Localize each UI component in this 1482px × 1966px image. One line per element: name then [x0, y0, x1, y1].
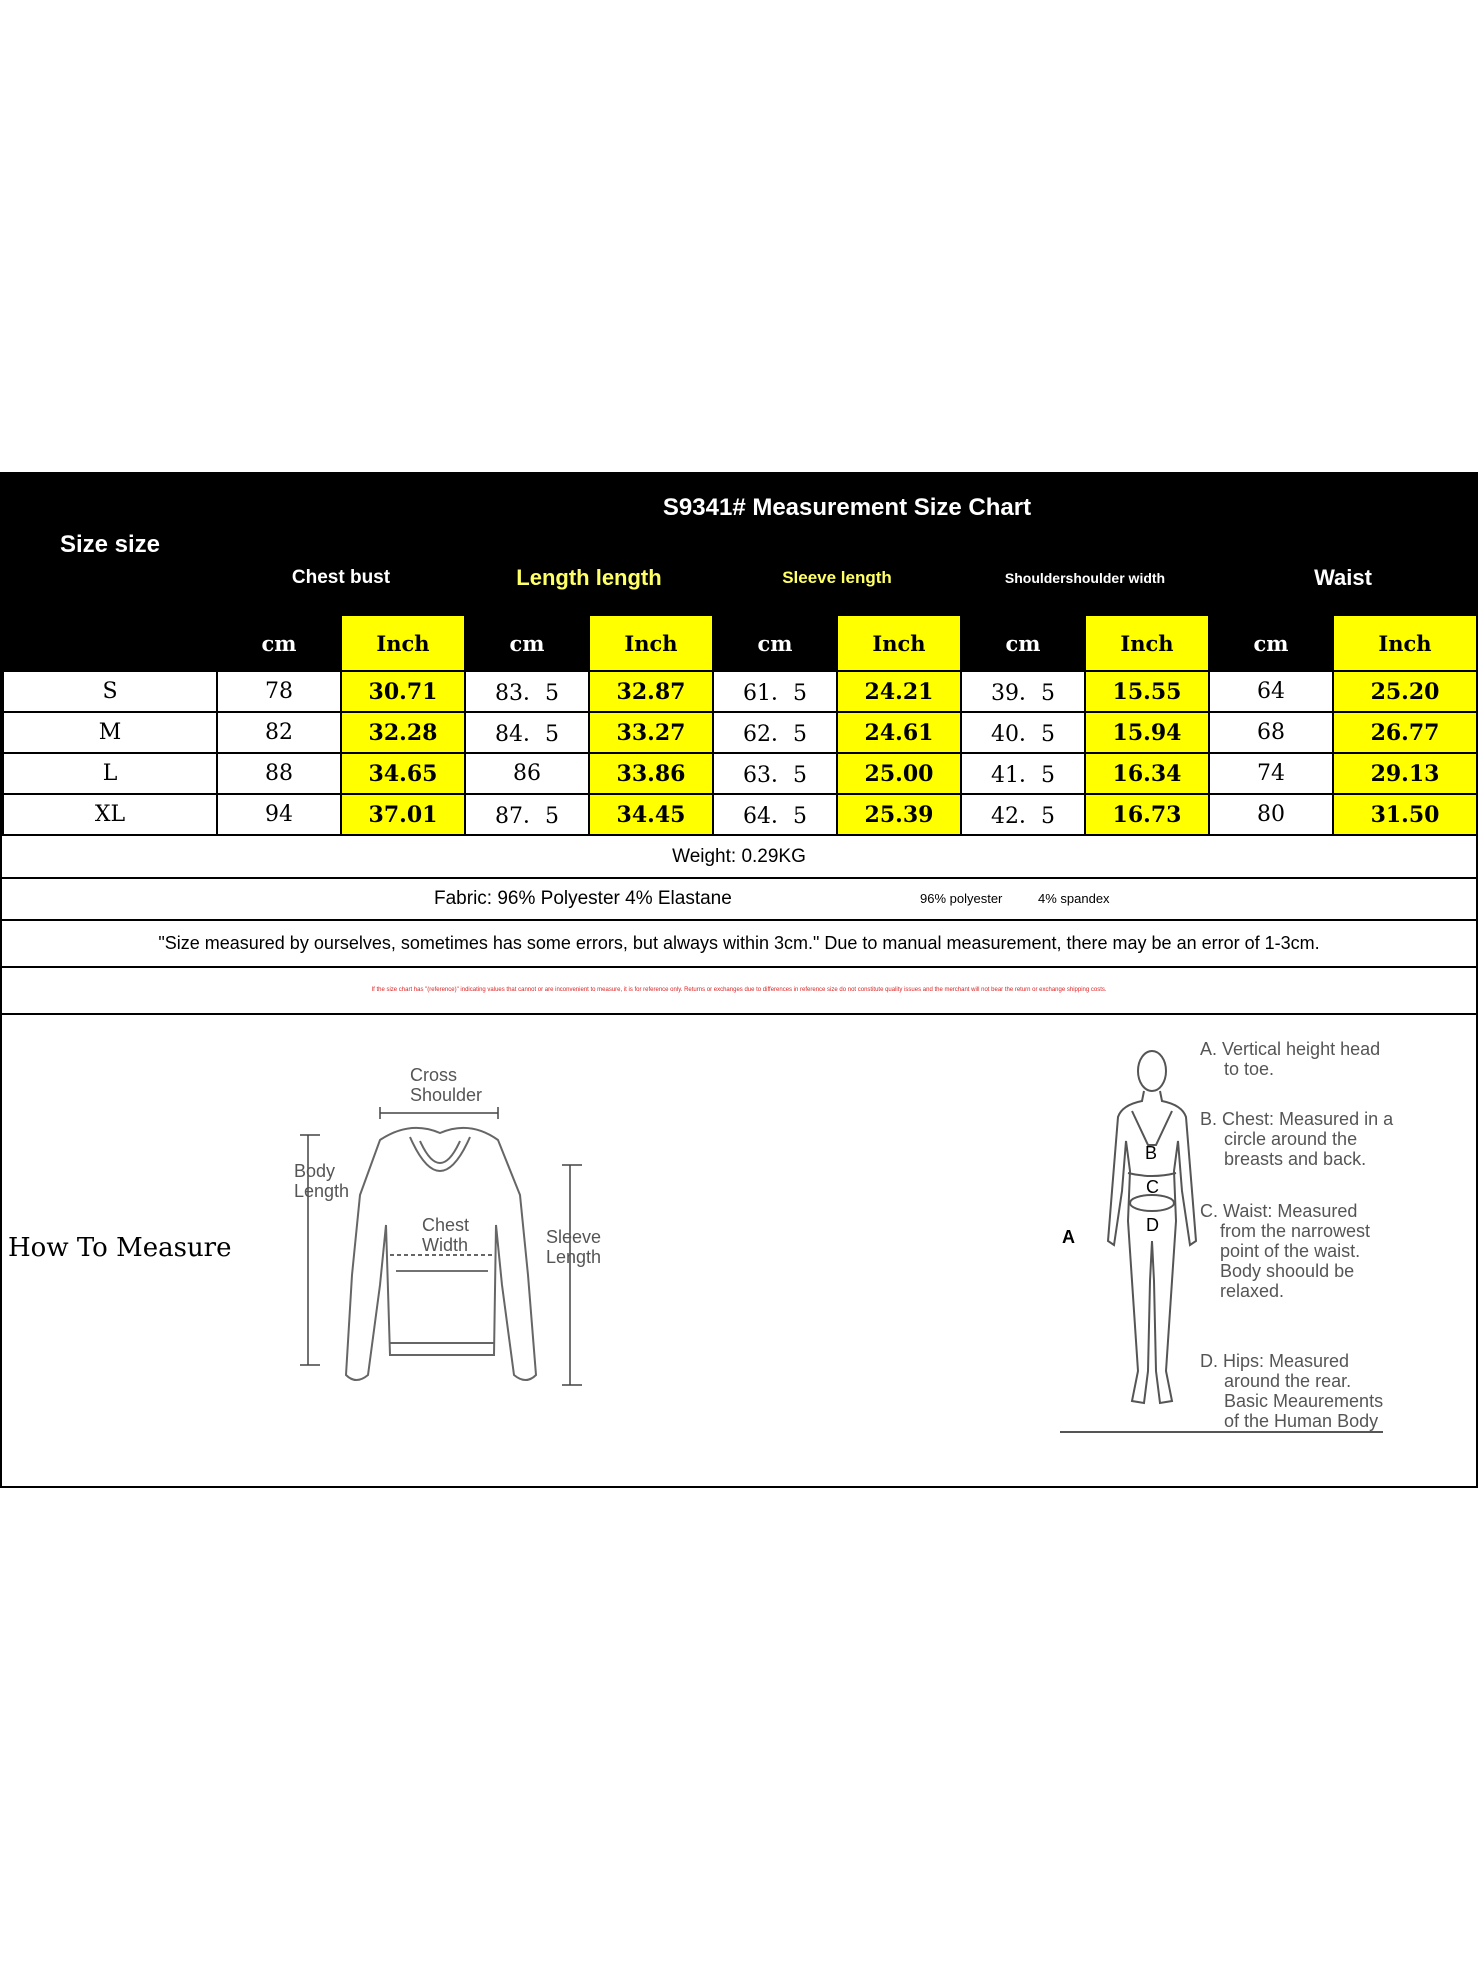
value-cell: 25.20: [1333, 671, 1477, 712]
weight-text: Weight: 0.29KG: [672, 846, 806, 867]
value-cell: 16.73: [1085, 794, 1209, 835]
value-cell: 68: [1209, 712, 1333, 753]
fine-print-text: If the size chart has "(reference)" indicating values that cannot or are inconvenient to measure, it is for reference only. Returns or exchanges due to differences in reference size do not constitute quality issues and the merchant will not bear the return or exchange shipping costs.: [371, 987, 1107, 993]
value-cell: 33.86: [589, 753, 713, 794]
unit-header: cm: [217, 615, 341, 671]
size-header: Size size: [3, 475, 217, 615]
marker-b: B: [1145, 1143, 1158, 1163]
value-cell: 39．5: [961, 671, 1085, 712]
marker-a: A: [1062, 1227, 1075, 1247]
note-b: B. Chest: Measured in a circle around the breasts and back.: [1200, 1109, 1394, 1169]
marker-c: C: [1146, 1177, 1159, 1197]
size-cell: M: [3, 712, 217, 753]
value-cell: 42．5: [961, 794, 1085, 835]
table-row: [3, 671, 1477, 712]
value-cell: 15.94: [1085, 712, 1209, 753]
unit-header: cm: [713, 615, 837, 671]
col-sleeve-length: Sleeve length: [713, 541, 961, 615]
size-table: [2, 474, 1478, 836]
value-cell: 62．5: [713, 712, 837, 753]
value-cell: 40．5: [961, 712, 1085, 753]
size-cell: S: [3, 671, 217, 712]
fine-print-line: [2, 968, 1476, 1015]
value-cell: 94: [217, 794, 341, 835]
unit-header: Inch: [589, 615, 713, 671]
fabric-tag-spandex: 4% spandex: [1038, 891, 1110, 906]
marker-d: D: [1146, 1215, 1159, 1235]
unit-header: Inch: [1085, 615, 1209, 671]
value-cell: 64．5: [713, 794, 837, 835]
value-cell: 78: [217, 671, 341, 712]
fabric-text: Fabric: 96% Polyester 4% Elastane: [434, 888, 732, 909]
value-cell: 29.13: [1333, 753, 1477, 794]
value-cell: 41．5: [961, 753, 1085, 794]
unit-header: cm: [961, 615, 1085, 671]
body-diagram: [1062, 1031, 1422, 1471]
table-row: [3, 794, 1477, 835]
fabric-tag-polyester: 96% polyester: [920, 891, 1003, 906]
value-cell: 31.50: [1333, 794, 1477, 835]
col-length: Length length: [465, 541, 713, 615]
note-d: D. Hips: Measured around the rear. Basic Meaurements of the Human Body: [1200, 1351, 1383, 1433]
chart-title: S9341# Measurement Size Chart: [217, 475, 1477, 541]
value-cell: 64: [1209, 671, 1333, 712]
value-cell: 15.55: [1085, 671, 1209, 712]
table-row: [3, 712, 1477, 753]
garment-diagram: [270, 1065, 610, 1415]
col-waist: Waist: [1209, 541, 1477, 615]
label-sleeve-length: Sleeve Length: [546, 1227, 602, 1267]
label-chest-width: Chest Width: [422, 1215, 470, 1255]
value-cell: 87．5: [465, 794, 589, 835]
value-cell: 25.39: [837, 794, 961, 835]
value-cell: 80: [1209, 794, 1333, 835]
measurement-note: [2, 921, 1476, 968]
value-cell: 37.01: [341, 794, 465, 835]
value-cell: 16.34: [1085, 753, 1209, 794]
unit-header: Inch: [837, 615, 961, 671]
col-chest-bust: Chest bust: [217, 541, 465, 615]
value-cell: 34.65: [341, 753, 465, 794]
value-cell: 84．5: [465, 712, 589, 753]
value-cell: 25.00: [837, 753, 961, 794]
value-cell: 82: [217, 712, 341, 753]
label-cross-shoulder: Cross Shoulder: [410, 1065, 483, 1105]
value-cell: 88: [217, 753, 341, 794]
unit-header: cm: [465, 615, 589, 671]
value-cell: 83．5: [465, 671, 589, 712]
label-body-length: Body Length: [294, 1161, 350, 1201]
unit-header: cm: [1209, 615, 1333, 671]
unit-header: Inch: [1333, 615, 1477, 671]
value-cell: 33.27: [589, 712, 713, 753]
value-cell: 32.87: [589, 671, 713, 712]
value-cell: 30.71: [341, 671, 465, 712]
size-cell: L: [3, 753, 217, 794]
col-shoulder-width: Shouldershoulder width: [961, 541, 1209, 615]
unit-blank: [3, 615, 217, 671]
unit-header: Inch: [341, 615, 465, 671]
value-cell: 74: [1209, 753, 1333, 794]
how-to-measure-section: [2, 1015, 1476, 1486]
fabric-line: [2, 879, 1476, 921]
note-text: "Size measured by ourselves, sometimes has some errors, but always within 3cm." Due to manual measurement, there may be an error of 1-3cm.: [158, 933, 1320, 953]
table-row: [3, 753, 1477, 794]
value-cell: 26.77: [1333, 712, 1477, 753]
value-cell: 24.21: [837, 671, 961, 712]
how-to-measure-title: How To Measure: [8, 1233, 232, 1263]
value-cell: 63．5: [713, 753, 837, 794]
size-cell: XL: [3, 794, 217, 835]
size-chart: [0, 472, 1478, 1488]
note-c: C. Waist: Measured from the narrowest point of the waist. Body shoould be relaxed.: [1200, 1201, 1371, 1301]
value-cell: 24.61: [837, 712, 961, 753]
value-cell: 34.45: [589, 794, 713, 835]
note-a: A. Vertical height head to toe.: [1200, 1039, 1381, 1079]
value-cell: 61．5: [713, 671, 837, 712]
value-cell: 32.28: [341, 712, 465, 753]
weight-line: [2, 837, 1476, 879]
value-cell: 86: [465, 753, 589, 794]
